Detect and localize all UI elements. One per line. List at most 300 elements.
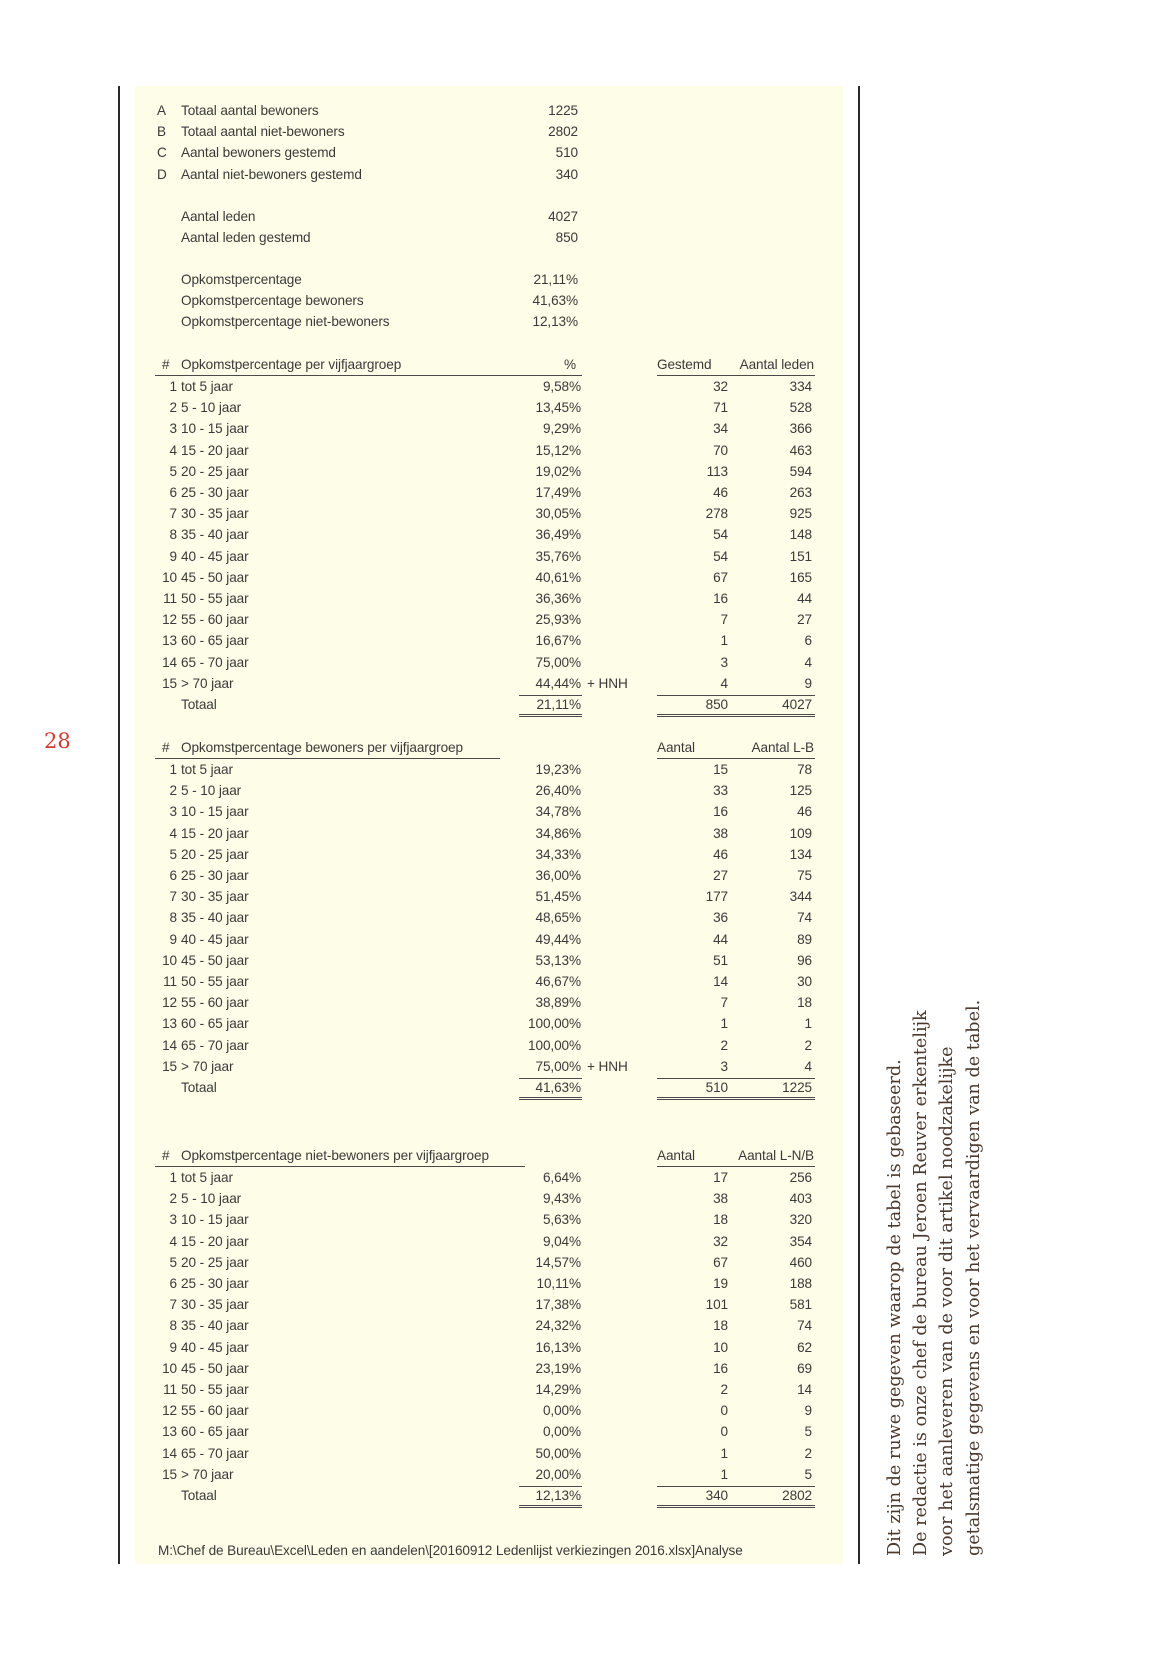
row-members: 75 [797,868,812,883]
row-number: 5 [169,463,177,479]
row-count: 67 [713,569,728,585]
total-double-rule [657,1505,815,1508]
row-percentage: 44,44% [535,675,581,691]
members-value: 4027 [548,209,578,224]
row-percentage: 16,13% [535,1339,581,1355]
row-members: 69 [797,1360,812,1376]
row-number: 7 [169,506,177,522]
row-count: 33 [713,783,728,799]
summary-key: C [157,145,167,161]
row-number: 15 [162,675,177,691]
table-hash: # [162,740,170,755]
row-count: 18 [713,1212,728,1228]
age-group: 25 - 30 jaar [181,868,249,883]
row-percentage: 26,40% [535,783,581,799]
row-number: 1 [169,1170,177,1185]
row-members: 594 [789,463,812,479]
row-percentage: 36,49% [535,527,581,543]
row-count: 46 [713,846,728,862]
row-number: 3 [169,1212,177,1228]
row-number: 6 [169,485,177,500]
age-group: 40 - 45 jaar [181,548,249,564]
row-number: 9 [169,548,177,564]
row-percentage: 36,00% [535,868,581,883]
row-members: 62 [797,1339,812,1355]
row-percentage: 10,11% [536,1276,581,1291]
row-members: 9 [804,1403,812,1419]
row-number: 12 [162,612,177,628]
row-members: 925 [789,506,812,522]
row-number: 12 [162,995,177,1011]
row-count: 7 [720,995,728,1011]
total-percentage: 21,11% [536,697,581,712]
row-percentage: 25,93% [535,612,581,628]
summary-label: Totaal aantal niet-bewoners [181,124,345,140]
table-title: Opkomstpercentage bewoners per vijfjaargroep [181,740,463,755]
total-rule [657,1078,815,1079]
row-count: 17 [713,1170,728,1185]
row-members: 44 [797,591,812,606]
row-number: 7 [169,1297,177,1313]
header-underline [657,375,815,376]
age-group: 30 - 35 jaar [181,506,249,522]
row-members: 366 [789,421,812,437]
age-group: 10 - 15 jaar [181,1212,249,1228]
age-group: 65 - 70 jaar [181,1037,249,1053]
row-number: 8 [169,527,177,543]
row-percentage: 14,57% [535,1254,581,1270]
row-count: 15 [713,762,728,777]
total-double-rule [519,1505,582,1508]
total-rule [519,695,582,696]
members-label: Aantal leden gestemd [181,230,311,246]
row-count: 71 [713,400,728,416]
age-group: 20 - 25 jaar [181,846,249,862]
row-count: 54 [713,548,728,564]
row-percentage: 50,00% [535,1445,581,1461]
total-members: 1225 [782,1080,812,1095]
row-percentage: 30,05% [535,506,581,522]
row-count: 7 [720,612,728,628]
turnout-label: Opkomstpercentage niet-bewoners [181,314,390,330]
row-count: 70 [713,442,728,458]
age-group: 60 - 65 jaar [181,1424,249,1440]
age-group: 25 - 30 jaar [181,485,249,500]
row-number: 5 [169,1254,177,1270]
row-count: 14 [713,974,728,989]
row-members: 165 [789,569,812,585]
total-rule [657,1486,815,1487]
total-double-rule [657,1097,815,1100]
row-percentage: 23,19% [535,1360,581,1376]
age-group: 5 - 10 jaar [181,783,242,799]
row-percentage: 9,29% [542,421,581,437]
age-group: 65 - 70 jaar [181,654,249,670]
summary-value: 340 [555,166,578,182]
row-count: 36 [713,910,728,926]
row-number: 4 [169,442,177,458]
row-members: 463 [789,442,812,458]
row-members: 403 [789,1191,812,1207]
turnout-label: Opkomstpercentage bewoners [181,293,364,309]
col1-header: Aantal [657,740,695,755]
row-members: 256 [789,1170,812,1185]
age-group: 45 - 50 jaar [181,569,249,585]
row-percentage: 9,04% [542,1233,581,1249]
row-count: 2 [720,1037,728,1053]
row-count: 16 [713,591,728,606]
table-title: Opkomstpercentage niet-bewoners per vijfjaargroep [181,1148,489,1163]
row-members: 134 [789,846,812,862]
total-count: 850 [705,697,728,712]
age-group: 45 - 50 jaar [181,1360,249,1376]
row-percentage: 51,45% [535,889,581,905]
table-hash: # [162,1148,170,1163]
row-number: 14 [162,654,177,670]
summary-key: A [157,103,166,118]
row-count: 18 [713,1318,728,1334]
row-count: 278 [705,506,728,522]
row-count: 34 [713,421,728,437]
row-members: 5 [804,1466,812,1482]
row-number: 2 [169,400,177,416]
row-count: 19 [713,1276,728,1291]
header-underline [155,1166,525,1167]
row-count: 10 [713,1339,728,1355]
turnout-value: 12,13% [532,314,578,330]
age-group: 55 - 60 jaar [181,995,249,1011]
col2-header: Aantal leden [739,357,814,372]
age-group: 20 - 25 jaar [181,1254,249,1270]
row-number: 6 [169,1276,177,1291]
row-members: 14 [797,1382,812,1397]
row-number: 3 [169,421,177,437]
row-count: 16 [713,804,728,820]
total-count: 340 [705,1488,728,1503]
total-rule [657,695,815,696]
row-percentage: 16,67% [535,633,581,649]
row-percentage: 0,00% [542,1424,581,1440]
row-count: 2 [720,1382,728,1397]
row-count: 1 [720,1016,728,1032]
age-group: 10 - 15 jaar [181,804,249,820]
summary-value: 510 [555,145,578,161]
summary-value: 2802 [548,124,578,140]
side-note-line: De redactie is onze chef de bureau Jeroen Reuver erkentelijk [911,1010,932,1556]
row-number: 2 [169,783,177,799]
total-members: 4027 [782,697,812,712]
row-percentage: 24,32% [535,1318,581,1334]
row-number: 10 [162,952,177,968]
row-number: 7 [169,889,177,905]
row-members: 4 [804,1058,812,1074]
row-members: 460 [789,1254,812,1270]
row-count: 4 [720,675,728,691]
total-label: Totaal [181,1080,217,1095]
age-group: 30 - 35 jaar [181,1297,249,1313]
right-rule [858,86,860,1564]
age-group: 55 - 60 jaar [181,612,249,628]
row-members: 4 [804,654,812,670]
row-number: 11 [163,1382,177,1397]
col1-header: Aantal [657,1148,695,1163]
row-count: 38 [713,1191,728,1207]
row-number: 11 [163,591,177,606]
age-group: 65 - 70 jaar [181,1445,249,1461]
age-group: 5 - 10 jaar [181,400,242,416]
row-number: 14 [162,1445,177,1461]
age-group: 25 - 30 jaar [181,1276,249,1291]
row-members: 74 [797,910,812,926]
row-members: 148 [789,527,812,543]
row-count: 1 [720,1466,728,1482]
row-count: 101 [705,1297,728,1313]
age-group: 50 - 55 jaar [181,974,249,989]
header-underline [155,375,582,376]
row-percentage: 34,86% [535,825,581,841]
row-members: 9 [804,675,812,691]
age-group: tot 5 jaar [181,762,233,777]
row-percentage: 34,78% [535,804,581,820]
row-members: 89 [797,931,812,947]
side-note-line: getalsmatige gegevens en voor het vervaardigen van de tabel. [963,999,984,1556]
header-underline [657,1166,815,1167]
row-percentage: 9,58% [542,379,581,394]
members-value: 850 [555,230,578,246]
header-underline [155,758,500,759]
row-members: 30 [797,974,812,989]
age-group: 35 - 40 jaar [181,527,249,543]
row-count: 177 [705,889,728,905]
total-label: Totaal [181,697,217,712]
row-percentage: 75,00% [535,654,581,670]
age-group: 50 - 55 jaar [181,1382,249,1397]
row-number: 13 [162,633,177,649]
total-double-rule [657,714,815,717]
row-members: 188 [789,1276,812,1291]
row-percentage: 49,44% [535,931,581,947]
row-percentage: 100,00% [528,1016,581,1032]
row-count: 67 [713,1254,728,1270]
age-group: 35 - 40 jaar [181,910,249,926]
row-percentage: 5,63% [542,1212,581,1228]
total-double-rule [519,1097,582,1100]
age-group: 50 - 55 jaar [181,591,249,606]
row-count: 32 [713,1233,728,1249]
row-percentage: 15,12% [535,442,581,458]
side-note [882,1000,987,1556]
row-number: 5 [169,846,177,862]
summary-value: 1225 [548,103,578,118]
left-rule [118,86,120,1564]
row-count: 27 [713,868,728,883]
age-group: 60 - 65 jaar [181,1016,249,1032]
total-count: 510 [705,1080,728,1095]
col1-header: Gestemd [657,357,712,372]
row-number: 9 [169,931,177,947]
age-group: 10 - 15 jaar [181,421,249,437]
members-label: Aantal leden [181,209,256,224]
row-count: 1 [720,633,728,649]
row-members: 18 [797,995,812,1011]
row-count: 16 [713,1360,728,1376]
age-group: > 70 jaar [181,1466,234,1482]
summary-label: Aantal niet-bewoners gestemd [181,166,362,182]
row-percentage: 19,02% [535,463,581,479]
age-group: 60 - 65 jaar [181,633,249,649]
row-count: 38 [713,825,728,841]
summary-label: Aantal bewoners gestemd [181,145,336,161]
col2-header: Aantal L-N/B [738,1148,814,1163]
row-members: 334 [789,379,812,394]
row-members: 96 [797,952,812,968]
row-note: + HNH [587,1058,628,1074]
row-number: 13 [162,1424,177,1440]
row-percentage: 36,36% [535,591,581,606]
row-members: 528 [789,400,812,416]
summary-key: B [157,124,166,140]
row-members: 78 [797,762,812,777]
row-count: 54 [713,527,728,543]
row-percentage: 46,67% [535,974,581,989]
row-percentage: 100,00% [528,1037,581,1053]
row-percentage: 75,00% [535,1058,581,1074]
row-number: 1 [169,762,177,777]
row-percentage: 17,38% [535,1297,581,1313]
turnout-label: Opkomstpercentage [181,272,302,287]
row-percentage: 17,49% [535,485,581,500]
row-percentage: 35,76% [535,548,581,564]
row-members: 27 [797,612,812,628]
row-members: 151 [789,548,812,564]
total-label: Totaal [181,1488,217,1503]
row-number: 4 [169,825,177,841]
row-number: 9 [169,1339,177,1355]
age-group: 40 - 45 jaar [181,1339,249,1355]
summary-key: D [157,166,167,182]
page-number: 28 [44,729,71,753]
side-note-line: voor het aanleveren van de voor dit artikel noodzakelijke [937,1046,958,1556]
row-members: 109 [789,825,812,841]
row-number: 6 [169,868,177,883]
row-number: 10 [162,1360,177,1376]
row-members: 320 [789,1212,812,1228]
age-group: > 70 jaar [181,675,234,691]
row-note: + HNH [587,675,628,691]
row-percentage: 40,61% [535,569,581,585]
age-group: 15 - 20 jaar [181,825,249,841]
table-hash: # [162,357,170,372]
row-percentage: 38,89% [535,995,581,1011]
header-underline [657,758,815,759]
row-members: 263 [789,485,812,500]
row-number: 12 [162,1403,177,1419]
row-percentage: 14,29% [535,1382,581,1397]
total-members: 2802 [782,1488,812,1503]
row-number: 8 [169,1318,177,1334]
row-number: 3 [169,804,177,820]
row-number: 11 [163,974,177,989]
age-group: tot 5 jaar [181,379,233,394]
row-members: 581 [789,1297,812,1313]
row-members: 46 [797,804,812,820]
age-group: 55 - 60 jaar [181,1403,249,1419]
age-group: 35 - 40 jaar [181,1318,249,1334]
age-group: 40 - 45 jaar [181,931,249,947]
col2-header: Aantal L-B [751,740,814,755]
summary-label: Totaal aantal bewoners [181,103,319,118]
row-percentage: 48,65% [535,910,581,926]
age-group: 20 - 25 jaar [181,463,249,479]
total-double-rule [519,714,582,717]
row-count: 51 [713,952,728,968]
row-members: 1 [804,1016,812,1032]
total-percentage: 12,13% [535,1488,581,1503]
total-rule [519,1078,582,1079]
pct-header: % [564,357,576,372]
row-members: 74 [797,1318,812,1334]
side-note-line: Dit zijn de ruwe gegeven waarop de tabel is gebaseerd. [885,1059,905,1556]
row-percentage: 34,33% [535,846,581,862]
age-group: tot 5 jaar [181,1170,233,1185]
table-title: Opkomstpercentage per vijfjaargroep [181,357,402,372]
age-group: > 70 jaar [181,1058,234,1074]
age-group: 45 - 50 jaar [181,952,249,968]
turnout-value: 41,63% [532,293,578,309]
row-count: 3 [720,654,728,670]
row-percentage: 53,13% [535,952,581,968]
row-members: 5 [804,1424,812,1440]
row-percentage: 19,23% [535,762,581,777]
row-count: 0 [720,1403,728,1419]
row-number: 1 [169,379,177,394]
row-number: 15 [162,1466,177,1482]
total-rule [519,1486,582,1487]
age-group: 15 - 20 jaar [181,1233,249,1249]
row-percentage: 9,43% [542,1191,581,1207]
row-members: 2 [804,1445,812,1461]
row-count: 1 [720,1445,728,1461]
row-count: 44 [713,931,728,947]
file-path: M:\Chef de Bureau\Excel\Leden en aandelen\[20160912 Ledenlijst verkiezingen 2016.xlsx]Analyse [158,1543,743,1558]
row-members: 2 [804,1037,812,1053]
age-group: 5 - 10 jaar [181,1191,242,1207]
row-count: 3 [720,1058,728,1074]
row-members: 354 [789,1233,812,1249]
row-count: 46 [713,485,728,500]
row-members: 344 [789,889,812,905]
row-number: 14 [162,1037,177,1053]
row-count: 0 [720,1424,728,1440]
row-members: 6 [804,633,812,649]
age-group: 15 - 20 jaar [181,442,249,458]
row-percentage: 0,00% [542,1403,581,1419]
row-number: 2 [169,1191,177,1207]
age-group: 30 - 35 jaar [181,889,249,905]
total-percentage: 41,63% [535,1080,581,1095]
row-percentage: 20,00% [535,1466,581,1482]
row-number: 15 [162,1058,177,1074]
row-number: 10 [162,569,177,585]
row-percentage: 13,45% [535,400,581,416]
row-count: 113 [706,463,728,479]
row-number: 8 [169,910,177,926]
row-members: 125 [789,783,812,799]
row-number: 4 [169,1233,177,1249]
row-count: 32 [713,379,728,394]
row-percentage: 6,64% [542,1170,581,1185]
turnout-value: 21,11% [533,272,578,287]
